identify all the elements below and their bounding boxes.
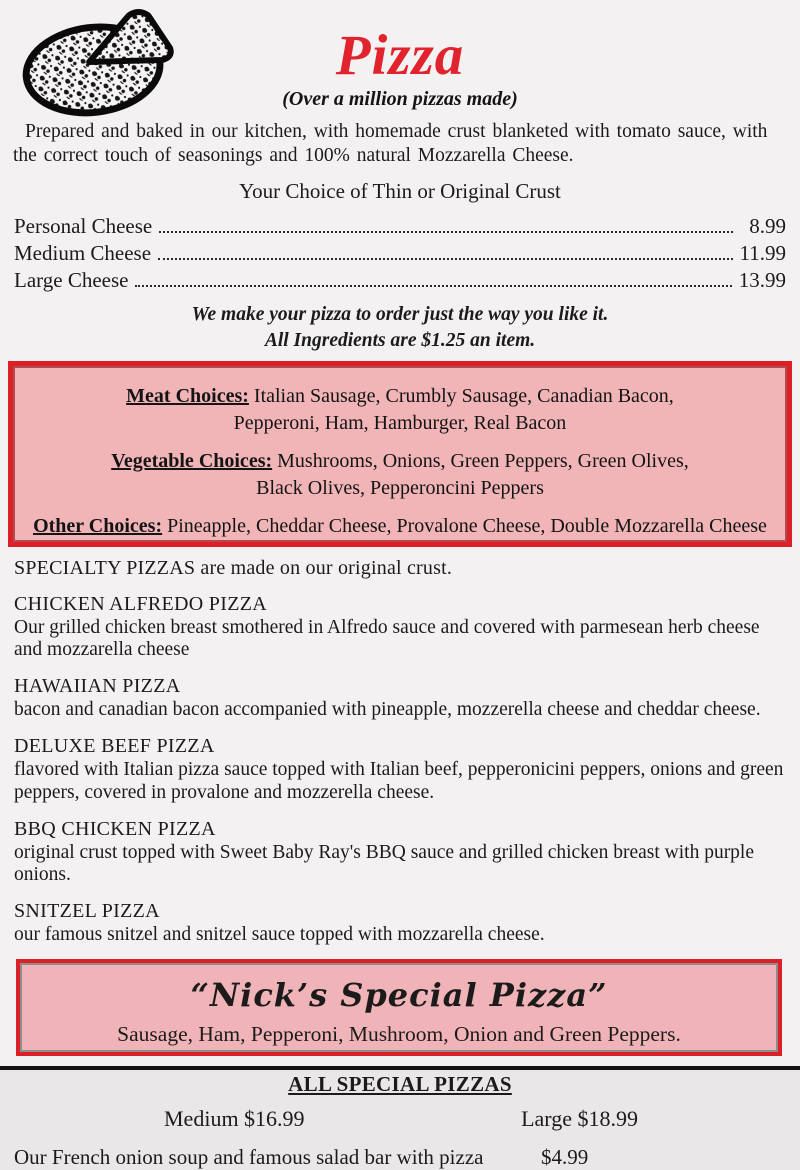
specialty-item-name: HAWAIIAN PIZZA (14, 675, 181, 698)
meat-choices-label: Meat Choices: (126, 384, 249, 407)
specialty-item-desc: our famous snitzel and snitzel sauce topped with mozzarella cheese. (14, 924, 545, 946)
note-ingredient-price: All Ingredients are $1.25 an item. (264, 329, 536, 351)
intro-paragraph: Prepared and baked in our kitchen, with homemade crust blanketed with tomato sauce, with the correct touch of seasonings and 100% natural Mozzarella Cheese. (13, 121, 768, 166)
specialty-item-name: DELUXE BEEF PIZZA (14, 735, 215, 757)
medium-special-price: Medium $16.99 (164, 1106, 305, 1132)
nicks-special-pizza-box (16, 959, 782, 1056)
meat-choices-items: Italian Sausage, Crumbly Sausage, Canadian Bacon, Pepperoni, Ham, Hamburger, Real Bacon (233, 384, 674, 434)
soup-salad-price: $4.99 (541, 1145, 589, 1170)
specialty-lead: SPECIALTY PIZZAS are made on our original crust. (14, 556, 453, 579)
specialty-pizzas-section (14, 557, 786, 948)
nicks-special-toppings: Sausage, Ham, Pepperoni, Mushroom, Onion and Green Peppers. (117, 1022, 681, 1047)
specialty-item-desc: flavored with Italian pizza sauce topped with Italian beef, pepperonicini peppers, onions and green peppers, covered in provalone and mozzerella cheese. (14, 759, 784, 803)
specialty-item (14, 735, 786, 805)
special-pizza-prices (0, 1106, 800, 1132)
other-choices-items: Pineapple, Cheddar Cheese, Provalone Cheese, Double Mozzarella Cheese (162, 514, 767, 537)
specialty-item (14, 900, 786, 947)
menu-notes (0, 302, 800, 354)
price-label: Large Cheese (14, 267, 129, 292)
vegetable-choices-label: Vegetable Choices: (111, 449, 273, 472)
price-value: 11.99 (739, 240, 786, 265)
soup-salad-text: Our French onion soup and famous salad bar with pizza (14, 1145, 484, 1170)
specialty-item (14, 675, 786, 722)
cheese-price-list (14, 213, 786, 294)
large-special-price: Large $18.99 (521, 1106, 638, 1132)
specialty-item (14, 818, 786, 888)
all-special-pizzas-heading-text: ALL SPECIAL PIZZAS (288, 1072, 512, 1097)
specialty-item-name: BBQ CHICKEN PIZZA (14, 817, 216, 840)
all-special-pizzas-heading (0, 1072, 800, 1097)
vegetable-choices (108, 448, 693, 502)
pizza-illustration (14, 4, 182, 116)
specialty-item-desc: bacon and canadian bacon accompanied with pineapple, mozzerella cheese and cheddar cheese. (14, 699, 761, 721)
page-subtitle: (Over a million pizzas made) (282, 88, 518, 110)
dot-leader (158, 258, 732, 260)
note-made-to-order: We make your pizza to order just the way you like it. (191, 303, 609, 325)
specialty-item-desc: Our grilled chicken breast smothered in Alfredo sauce and covered with parmesean herb cheese and mozzarella cheese (14, 616, 760, 661)
price-label: Medium Cheese (14, 240, 152, 265)
price-row-personal (14, 213, 786, 240)
price-value: 8.99 (749, 213, 786, 238)
other-choices-label: Other Choices: (33, 514, 163, 537)
meat-choices (108, 383, 693, 437)
nicks-special-title: “Nick’s Special Pizza” (190, 976, 608, 1015)
dot-leader (159, 231, 733, 233)
crust-choice-line: Your Choice of Thin or Original Crust (239, 178, 561, 203)
scan-edge (0, 1066, 800, 1070)
page-title: Pizza (335, 24, 465, 87)
toppings-choices-box (8, 361, 792, 547)
price-value: 13.99 (738, 267, 786, 292)
price-label: Personal Cheese (14, 213, 153, 238)
dot-leader (135, 285, 731, 287)
other-choices (13, 513, 787, 540)
specialty-item (14, 593, 786, 663)
vegetable-choices-items: Mushrooms, Onions, Green Peppers, Green Olives, Black Olives, Pepperoncini Peppers (256, 449, 689, 499)
price-row-medium (14, 240, 786, 267)
specialty-item-name: CHICKEN ALFREDO PIZZA (14, 592, 267, 615)
specialty-item-name: SNITZEL PIZZA (14, 900, 160, 923)
specialty-item-desc: original crust topped with Sweet Baby Ray's BBQ sauce and grilled chicken breast with purple onions. (14, 841, 755, 886)
soup-salad-line (14, 1145, 786, 1170)
price-row-large (14, 267, 786, 294)
